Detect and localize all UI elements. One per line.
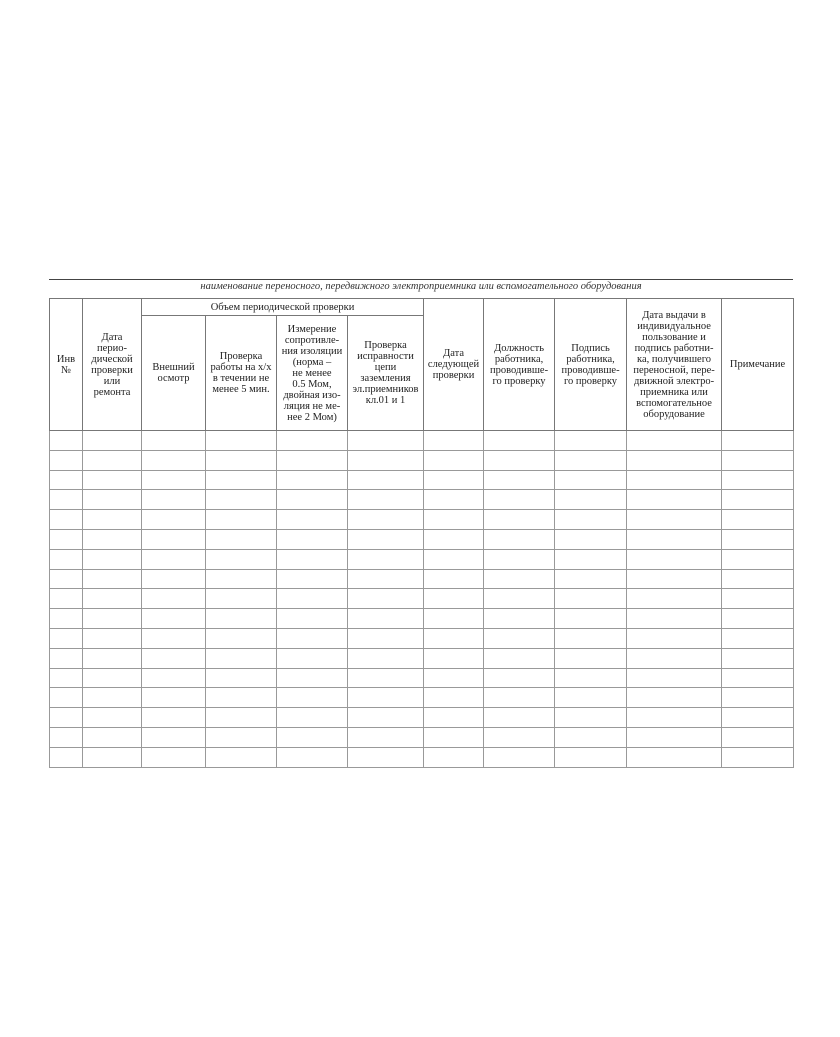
table-cell[interactable] — [142, 688, 206, 708]
table-cell[interactable] — [424, 648, 484, 668]
table-cell[interactable] — [83, 609, 142, 629]
header-visual-inspection: Внешний осмотр — [142, 316, 206, 431]
table-cell[interactable] — [206, 609, 277, 629]
table-cell[interactable] — [555, 450, 627, 470]
table-cell[interactable] — [424, 431, 484, 451]
table-cell[interactable] — [206, 708, 277, 728]
table-cell[interactable] — [83, 549, 142, 569]
table-cell[interactable] — [627, 569, 722, 589]
table-cell[interactable] — [206, 688, 277, 708]
table-cell[interactable] — [348, 490, 424, 510]
table-cell[interactable] — [206, 648, 277, 668]
table-cell[interactable] — [50, 668, 83, 688]
table-cell[interactable] — [484, 628, 555, 648]
table-cell[interactable] — [206, 490, 277, 510]
table-cell[interactable] — [50, 549, 83, 569]
table-row — [50, 549, 794, 569]
table-row — [50, 708, 794, 728]
table-cell[interactable] — [555, 668, 627, 688]
table-cell[interactable] — [348, 589, 424, 609]
table-cell[interactable] — [83, 470, 142, 490]
table-cell[interactable] — [722, 628, 794, 648]
table-cell[interactable] — [722, 589, 794, 609]
header-note: Примечание — [722, 299, 794, 431]
table-cell[interactable] — [83, 510, 142, 530]
table-cell[interactable] — [142, 628, 206, 648]
table-cell[interactable] — [83, 628, 142, 648]
table-cell[interactable] — [206, 510, 277, 530]
table-cell[interactable] — [722, 668, 794, 688]
table-header-row — [50, 299, 794, 316]
table-cell[interactable] — [277, 708, 348, 728]
table-cell[interactable] — [50, 450, 83, 470]
table-row — [50, 569, 794, 589]
table-cell[interactable] — [555, 490, 627, 510]
table-cell[interactable] — [142, 490, 206, 510]
header-inv-number: Инв № — [50, 299, 83, 431]
table-cell[interactable] — [277, 648, 348, 668]
table-cell[interactable] — [206, 569, 277, 589]
table-cell[interactable] — [348, 569, 424, 589]
table-cell[interactable] — [555, 470, 627, 490]
table-cell[interactable] — [424, 490, 484, 510]
table-cell[interactable] — [424, 727, 484, 747]
table-cell[interactable] — [83, 450, 142, 470]
table-cell[interactable] — [484, 450, 555, 470]
table-cell[interactable] — [50, 688, 83, 708]
table-cell[interactable] — [348, 609, 424, 629]
table-cell[interactable] — [484, 490, 555, 510]
table-cell[interactable] — [277, 727, 348, 747]
table-cell[interactable] — [142, 668, 206, 688]
table-cell[interactable] — [424, 549, 484, 569]
table-cell[interactable] — [424, 628, 484, 648]
table-cell[interactable] — [722, 648, 794, 668]
table-cell[interactable] — [627, 589, 722, 609]
table-cell[interactable] — [277, 589, 348, 609]
table-cell[interactable] — [206, 727, 277, 747]
table-cell[interactable] — [348, 747, 424, 767]
table-cell[interactable] — [348, 529, 424, 549]
table-cell[interactable] — [142, 431, 206, 451]
table-cell[interactable] — [424, 609, 484, 629]
table-cell[interactable] — [142, 450, 206, 470]
header-insulation-measurement: Измерение сопротивле- ния изоляции (норма – не менее 0.5 Мом, двойная изо- ляция не ме- нее 2 Мом) — [277, 316, 348, 431]
table-cell[interactable] — [424, 668, 484, 688]
table-cell[interactable] — [627, 648, 722, 668]
table-cell[interactable] — [142, 708, 206, 728]
table-cell[interactable] — [142, 510, 206, 530]
table-cell[interactable] — [142, 727, 206, 747]
table-cell[interactable] — [277, 569, 348, 589]
table-cell[interactable] — [83, 569, 142, 589]
table-cell[interactable] — [50, 431, 83, 451]
header-issue-date-signature: Дата выдачи в индивидуальное пользование и подпись работни- ка, получившего переносной, пере- движной электро- приемника или вспомогательное оборудование — [627, 299, 722, 431]
header-idle-test: Проверка работы на х/х в течении не менее 5 мин. — [206, 316, 277, 431]
table-cell[interactable] — [348, 510, 424, 530]
table-cell[interactable] — [424, 747, 484, 767]
table-cell[interactable] — [722, 569, 794, 589]
table-cell[interactable] — [722, 747, 794, 767]
table-cell[interactable] — [206, 431, 277, 451]
table-cell[interactable] — [277, 747, 348, 767]
table-cell[interactable] — [50, 589, 83, 609]
table-cell[interactable] — [206, 628, 277, 648]
table-row — [50, 727, 794, 747]
table-cell[interactable] — [277, 431, 348, 451]
table-cell[interactable] — [348, 431, 424, 451]
table-cell[interactable] — [277, 450, 348, 470]
table-cell[interactable] — [484, 688, 555, 708]
table-cell[interactable] — [484, 510, 555, 530]
table-cell[interactable] — [50, 609, 83, 629]
table-cell[interactable] — [484, 529, 555, 549]
table-cell[interactable] — [206, 470, 277, 490]
table-cell[interactable] — [348, 470, 424, 490]
table-row — [50, 628, 794, 648]
header-check-date: Дата перио- дической проверки или ремонта — [83, 299, 142, 431]
table-row — [50, 688, 794, 708]
table-cell[interactable] — [142, 648, 206, 668]
table-cell[interactable] — [484, 609, 555, 629]
table-cell[interactable] — [50, 727, 83, 747]
table-cell[interactable] — [627, 609, 722, 629]
table-cell[interactable] — [722, 490, 794, 510]
header-check-scope-group: Объем периодической проверки — [142, 299, 424, 316]
header-grounding-check: Проверка исправности цепи заземления эл.приемников кл.01 и 1 — [348, 316, 424, 431]
table-cell[interactable] — [722, 708, 794, 728]
table-cell[interactable] — [627, 708, 722, 728]
table-cell[interactable] — [348, 628, 424, 648]
table-row — [50, 510, 794, 530]
table-cell[interactable] — [555, 648, 627, 668]
table-cell[interactable] — [348, 549, 424, 569]
table-row — [50, 747, 794, 767]
equipment-name-caption: наименование переносного, передвижного электроприемника или вспомогательного оборудования — [200, 281, 642, 292]
table-cell[interactable] — [83, 668, 142, 688]
table-cell[interactable] — [50, 490, 83, 510]
table-cell[interactable] — [348, 668, 424, 688]
table-cell[interactable] — [484, 727, 555, 747]
table-cell[interactable] — [142, 589, 206, 609]
table-cell[interactable] — [555, 549, 627, 569]
table-cell[interactable] — [206, 450, 277, 470]
table-cell[interactable] — [206, 668, 277, 688]
table-cell[interactable] — [722, 450, 794, 470]
table-cell[interactable] — [277, 628, 348, 648]
table-row — [50, 609, 794, 629]
table-cell[interactable] — [484, 747, 555, 767]
table-cell[interactable] — [424, 510, 484, 530]
table-cell[interactable] — [348, 688, 424, 708]
table-cell[interactable] — [627, 450, 722, 470]
table-cell[interactable] — [50, 569, 83, 589]
table-cell[interactable] — [83, 688, 142, 708]
table-cell[interactable] — [83, 648, 142, 668]
table-cell[interactable] — [555, 589, 627, 609]
table-cell[interactable] — [83, 589, 142, 609]
table-cell[interactable] — [277, 490, 348, 510]
table-cell[interactable] — [277, 609, 348, 629]
table-cell[interactable] — [83, 431, 142, 451]
table-cell[interactable] — [277, 688, 348, 708]
table-cell[interactable] — [348, 708, 424, 728]
table-cell[interactable] — [555, 609, 627, 629]
table-cell[interactable] — [142, 569, 206, 589]
header-next-check-date: Дата следующей проверки — [424, 299, 484, 431]
table-cell[interactable] — [555, 688, 627, 708]
table-cell[interactable] — [484, 648, 555, 668]
table-cell[interactable] — [277, 549, 348, 569]
table-cell[interactable] — [424, 569, 484, 589]
table-cell[interactable] — [555, 510, 627, 530]
table-cell[interactable] — [206, 549, 277, 569]
table-cell[interactable] — [206, 589, 277, 609]
table-cell[interactable] — [627, 470, 722, 490]
table-cell[interactable] — [277, 529, 348, 549]
table-cell[interactable] — [142, 609, 206, 629]
table-cell[interactable] — [722, 688, 794, 708]
table-cell[interactable] — [722, 510, 794, 530]
table-cell[interactable] — [50, 648, 83, 668]
table-cell[interactable] — [142, 549, 206, 569]
table-cell[interactable] — [484, 589, 555, 609]
table-cell[interactable] — [83, 529, 142, 549]
table-cell[interactable] — [424, 450, 484, 470]
table-cell[interactable] — [50, 708, 83, 728]
table-cell[interactable] — [277, 510, 348, 530]
table-cell[interactable] — [83, 490, 142, 510]
table-cell[interactable] — [555, 708, 627, 728]
table-cell[interactable] — [555, 529, 627, 549]
table-cell[interactable] — [555, 628, 627, 648]
table-cell[interactable] — [627, 549, 722, 569]
table-cell[interactable] — [627, 510, 722, 530]
table-cell[interactable] — [50, 470, 83, 490]
table-cell[interactable] — [348, 648, 424, 668]
table-row — [50, 450, 794, 470]
header-inspector-signature: Подпись работника, проводивше- го проверку — [555, 299, 627, 431]
table-cell[interactable] — [277, 668, 348, 688]
table-cell[interactable] — [348, 727, 424, 747]
inspection-log-table — [49, 298, 794, 768]
table-cell[interactable] — [424, 529, 484, 549]
table-row — [50, 589, 794, 609]
table-cell[interactable] — [142, 470, 206, 490]
table-cell[interactable] — [50, 747, 83, 767]
table-cell[interactable] — [555, 727, 627, 747]
table-cell[interactable] — [627, 668, 722, 688]
table-row — [50, 470, 794, 490]
table-cell[interactable] — [424, 708, 484, 728]
table-cell[interactable] — [627, 628, 722, 648]
table-cell[interactable] — [50, 510, 83, 530]
table-cell[interactable] — [555, 431, 627, 451]
table-cell[interactable] — [722, 529, 794, 549]
table-cell[interactable] — [206, 529, 277, 549]
table-cell[interactable] — [83, 747, 142, 767]
table-cell[interactable] — [722, 470, 794, 490]
table-cell[interactable] — [627, 431, 722, 451]
table-cell[interactable] — [50, 529, 83, 549]
table-cell[interactable] — [484, 708, 555, 728]
table-row — [50, 668, 794, 688]
table-cell[interactable] — [424, 688, 484, 708]
table-cell[interactable] — [627, 490, 722, 510]
table-cell[interactable] — [142, 529, 206, 549]
table-cell[interactable] — [722, 549, 794, 569]
table-body — [50, 431, 794, 768]
table-cell[interactable] — [555, 569, 627, 589]
table-cell[interactable] — [424, 589, 484, 609]
table-cell[interactable] — [484, 569, 555, 589]
table-cell[interactable] — [627, 727, 722, 747]
table-row — [50, 648, 794, 668]
table-cell[interactable] — [424, 470, 484, 490]
table-row — [50, 431, 794, 451]
title-underline — [49, 279, 793, 280]
table-cell[interactable] — [484, 470, 555, 490]
header-inspector-position: Должность работника, проводивше- го проверку — [484, 299, 555, 431]
table-cell[interactable] — [722, 431, 794, 451]
table-row — [50, 490, 794, 510]
table-cell[interactable] — [484, 431, 555, 451]
table-cell[interactable] — [83, 708, 142, 728]
table-cell[interactable] — [627, 529, 722, 549]
table-cell[interactable] — [83, 727, 142, 747]
table-row — [50, 529, 794, 549]
table-cell[interactable] — [722, 609, 794, 629]
table-cell[interactable] — [277, 470, 348, 490]
table-cell[interactable] — [142, 747, 206, 767]
table-cell[interactable] — [50, 628, 83, 648]
table-cell[interactable] — [627, 747, 722, 767]
table-cell[interactable] — [722, 727, 794, 747]
table-cell[interactable] — [484, 668, 555, 688]
table-cell[interactable] — [627, 688, 722, 708]
table-cell[interactable] — [348, 450, 424, 470]
table-cell[interactable] — [484, 549, 555, 569]
table-cell[interactable] — [555, 747, 627, 767]
table-cell[interactable] — [206, 747, 277, 767]
